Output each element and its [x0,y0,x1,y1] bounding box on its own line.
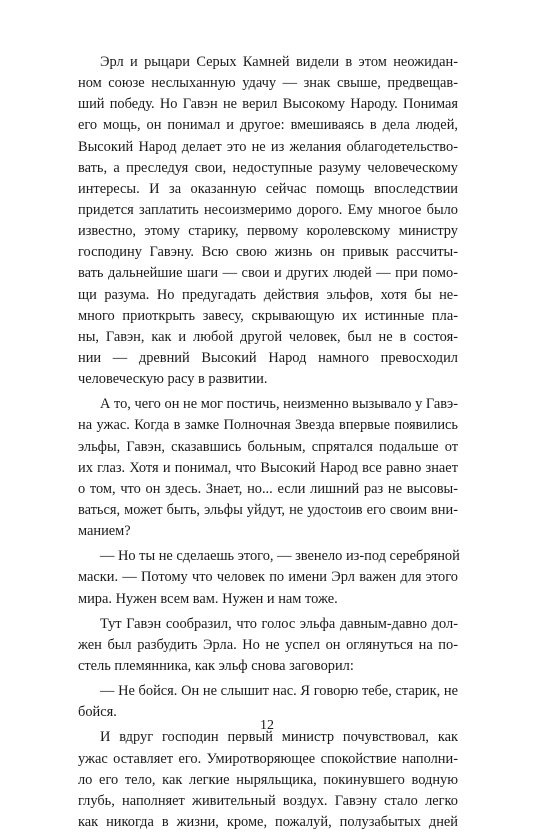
text-line: человеческую расу в развитии. [78,371,268,388]
text-line: господину Гавэну. Всю свою жизнь он привык рассчиты- [78,244,458,261]
paragraph [78,394,458,542]
paragraph [78,727,458,833]
text-line: придется заплатить несоизмеримо дорого. Ему многое было [78,201,458,218]
text-line: стель племянника, как эльф снова заговорил: [78,657,354,674]
text-line: о том, что он здесь. Знает, но... если лишний раз не высовы- [78,480,458,497]
text-line: вать, а преследуя свои, недоступные разуму человеческому [78,159,458,176]
text-line: ны, Гавэн, как и любой другой человек, был не в состоя- [78,328,458,345]
text-line: — Не бойся. Он не слышит нас. Я говорю тебе, старик, не [100,683,458,700]
paragraph [78,546,458,609]
text-line: бойся. [78,704,117,721]
text-line: Эрл и рыцари Серых Камней видели в этом неожидан- [100,54,458,70]
text-line: маски. — Потому что человек по имени Эрл важен для этого [78,569,458,586]
text-line: много приоткрыть завесу, скрывающую их истинные пла- [78,307,458,324]
text-line: его мощь, он понимал и другое: вмешиваясь в дела людей, [78,117,458,134]
text-line: Тут Гавэн сообразил, что голос эльфа давным-давно дол- [100,615,458,632]
text-line: мира. Нужен всем вам. Нужен и нам тоже. [78,590,338,607]
text-line: жен был разбудить Эрла. Но не успел он оглянуться на по- [78,636,458,653]
text-line: нии — древний Высокий Народ намного превосходил [78,349,458,366]
book-page-text [78,52,458,833]
text-line: манием? [78,523,131,540]
text-line: ном союзе неслыханную удачу — знак свыше, предвещав- [78,75,458,92]
text-line: ваться, может быть, эльфы уйдут, не удостоив его своим вни- [78,501,458,518]
text-line: ло его тело, как легкие ныряльщика, покинувшего водную [78,771,458,788]
text-line: как никогда в жизни, кроме, пожалуй, полузабытых дней [78,813,458,830]
text-line: известно, этому старику, первому королевскому министру [78,223,458,240]
text-line: щи разума. Но предугадать действия эльфов, хотя бы не- [78,286,458,303]
text-line: интересы. И за оказанную сейчас помощь впоследствии [78,180,458,197]
text-line: вать дальнейшие шаги — свои и других людей — при помо- [78,265,458,282]
text-line: глубь, наполняет живительный воздух. Гавэну стало легко [78,792,458,809]
text-line: на ужас. Когда в замке Полночная Звезда впервые появились [78,417,458,434]
text-line: — Но ты не сделаешь этого, — звенело из-под серебряной [100,548,460,565]
text-line: А то, чего он не мог постичь, неизменно вызывало у Гавэ- [100,396,458,413]
text-line: их глаз. Хотя и понимал, что Высокий Народ все равно знает [78,459,458,476]
page-number: 12 [260,718,274,733]
text-line: И вдруг господин первый министр почувствовал, как [100,729,458,746]
text-line: эльфы, Гавэн, сказавшись больным, спрятался подальше от [78,438,458,455]
text-line: Высокий Народ делает это не из желания облагодетельство- [78,138,458,155]
text-line: ший победу. Но Гавэн не верил Высокому Народу. Понимая [78,96,458,113]
text-line: ужас оставляет его. Умиротворяющее спокойствие наполни- [78,750,458,767]
paragraph [78,614,458,677]
paragraph [78,52,458,390]
